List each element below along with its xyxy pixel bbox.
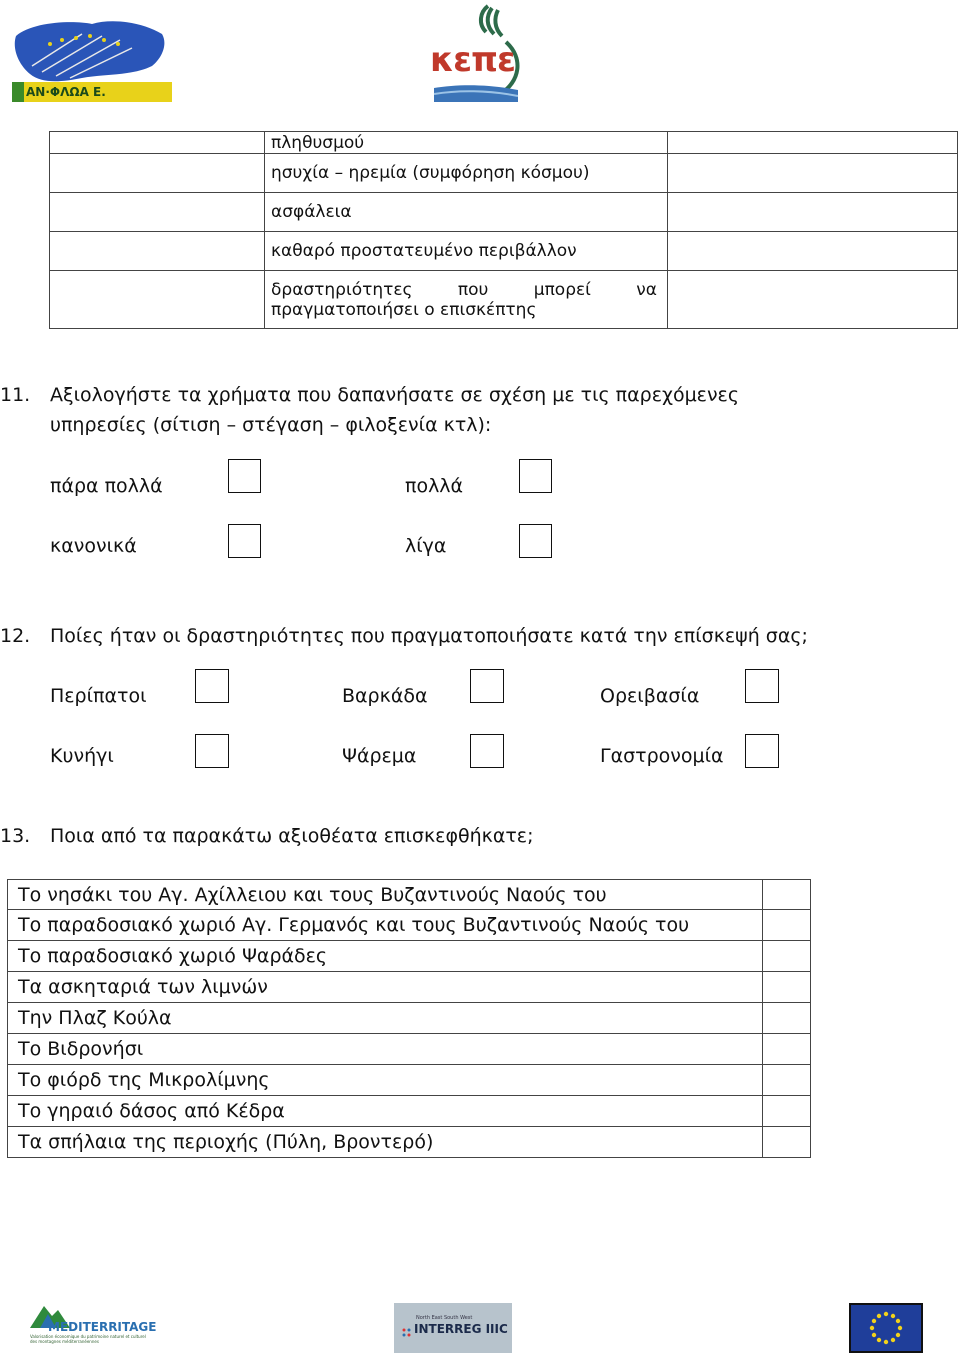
interreg-text: INTERREG IIIC <box>414 1322 508 1336</box>
sight-checkbox-cell[interactable] <box>763 1003 811 1034</box>
q12-checkbox-fishing[interactable] <box>470 734 504 768</box>
sight-label: Τα σπήλαια της περιοχής (Πύλη, Βροντερό) <box>18 1131 434 1153</box>
table-row <box>8 1065 811 1096</box>
table-row <box>8 1034 811 1065</box>
word: μπορεί <box>533 279 591 300</box>
sight-checkbox-cell[interactable] <box>763 880 811 910</box>
table-row <box>8 1127 811 1158</box>
mediterritage-subtitle: Valorisation économique du patrimoine naturel et culturel <box>30 1334 146 1339</box>
q11-checkbox-very-much[interactable] <box>228 459 261 493</box>
sight-label: Το γηραιό δάσος από Κέδρα <box>18 1100 285 1122</box>
q12-checkbox-walks[interactable] <box>195 669 229 703</box>
word: να <box>636 279 657 300</box>
answer-cell[interactable] <box>668 193 958 232</box>
table-row-label-line1 <box>271 280 657 300</box>
q12-checkbox-boating[interactable] <box>470 669 504 703</box>
mediterritage-logo <box>30 1302 160 1342</box>
table-row <box>50 232 958 271</box>
word: δραστηριότητες <box>271 279 413 300</box>
mediterritage-subtitle: des montagnes méditerranéennes <box>30 1339 99 1344</box>
anfloa-logo-text: ΑΝ·ΦΛΩΑ Ε. <box>26 85 106 99</box>
kepe-logo-text: κεπε <box>430 40 515 80</box>
sight-checkbox-cell[interactable] <box>763 910 811 941</box>
q13-number: 13. <box>0 825 31 847</box>
table-row <box>50 154 958 193</box>
table-row-label: ασφάλεια <box>271 202 352 222</box>
q12-option-label: Περίπατοι <box>50 685 147 707</box>
sight-label: Την Πλαζ Κούλα <box>18 1007 172 1029</box>
q12-number: 12. <box>0 625 31 647</box>
mediterritage-title: MEDITERRITAGE <box>48 1320 157 1334</box>
answer-cell[interactable] <box>668 271 958 329</box>
sight-label: Το παραδοσιακό χωριό Αγ. Γερμανός και τους Βυζαντινούς Ναούς του <box>18 914 690 936</box>
kepe-logo <box>428 2 524 102</box>
sight-checkbox-cell[interactable] <box>763 1065 811 1096</box>
q12-option-label: Κυνήγι <box>50 745 114 767</box>
q11-checkbox-normal[interactable] <box>228 524 261 558</box>
table-row <box>8 1003 811 1034</box>
sights-table <box>7 879 811 1158</box>
table-row-label: καθαρό προστατευμένο περιβάλλον <box>271 241 577 261</box>
sight-checkbox-cell[interactable] <box>763 1034 811 1065</box>
sight-label: Το φιόρδ της Μικρολίμνης <box>18 1069 270 1091</box>
sight-checkbox-cell[interactable] <box>763 972 811 1003</box>
q12-checkbox-hunting[interactable] <box>195 734 229 768</box>
q12-option-label: Γαστρονομία <box>600 745 724 767</box>
q11-number: 11. <box>0 384 31 406</box>
sight-checkbox-cell[interactable] <box>763 1127 811 1158</box>
q12-checkbox-climbing[interactable] <box>745 669 779 703</box>
table-row-label: ησυχία – ηρεμία (συμφόρηση κόσμου) <box>271 163 590 183</box>
sight-checkbox-cell[interactable] <box>763 941 811 972</box>
q12-option-label: Ορειβασία <box>600 685 700 707</box>
sight-label: Τα ασκηταριά των λιμνών <box>18 976 268 998</box>
sight-label: Το νησάκι του Αγ. Αχίλλειου και τους Βυζαντινούς Ναούς του <box>18 883 607 906</box>
sight-label: Το παραδοσιακό χωριό Ψαράδες <box>18 945 328 967</box>
answer-cell[interactable] <box>668 154 958 193</box>
q12-text: Ποίες ήταν οι δραστηριότητες που πραγματοποιήσατε κατά την επίσκεψή σας; <box>50 625 808 647</box>
table-row-label-line2: πραγματοποιήσει ο επισκέπτης <box>271 299 537 320</box>
table-row <box>8 1096 811 1127</box>
answer-cell[interactable] <box>668 132 958 154</box>
table-row <box>8 910 811 941</box>
table-row <box>50 271 958 329</box>
q13-text: Ποια από τα παρακάτω αξιοθέατα επισκεφθήκατε; <box>50 825 534 847</box>
anfloa-logo <box>12 14 172 102</box>
attractions-rating-table <box>49 131 958 329</box>
sight-checkbox-cell[interactable] <box>763 1096 811 1127</box>
answer-cell[interactable] <box>668 232 958 271</box>
table-row <box>8 941 811 972</box>
q11-option-label: πάρα πολλά <box>50 475 163 497</box>
table-row <box>50 132 958 154</box>
dots-icon <box>402 1323 412 1333</box>
sight-label: Το Βιδρονήσι <box>18 1038 144 1060</box>
table-row-label: πληθυσμού <box>271 132 365 153</box>
q12-checkbox-gastronomy[interactable] <box>745 734 779 768</box>
q11-checkbox-little[interactable] <box>519 524 552 558</box>
interreg-small-text: North East South West <box>416 1315 473 1321</box>
q11-option-label: λίγα <box>405 535 447 557</box>
q11-option-label: πολλά <box>405 475 464 497</box>
q12-option-label: Βαρκάδα <box>342 685 428 707</box>
eu-flag-icon <box>849 1303 923 1353</box>
q11-option-label: κανονικά <box>50 535 137 557</box>
word: που <box>457 279 489 300</box>
q12-option-label: Ψάρεμα <box>342 745 417 767</box>
q11-checkbox-much[interactable] <box>519 459 552 493</box>
interreg-logo <box>394 1303 512 1353</box>
table-row <box>8 972 811 1003</box>
table-row <box>50 193 958 232</box>
q11-text-line2: υπηρεσίες (σίτιση – στέγαση – φιλοξενία κτλ): <box>50 414 492 436</box>
q11-text-line1: Αξιολογήστε τα χρήματα που δαπανήσατε σε σχέση με τις παρεχόμενες <box>50 384 739 406</box>
table-row <box>8 880 811 910</box>
